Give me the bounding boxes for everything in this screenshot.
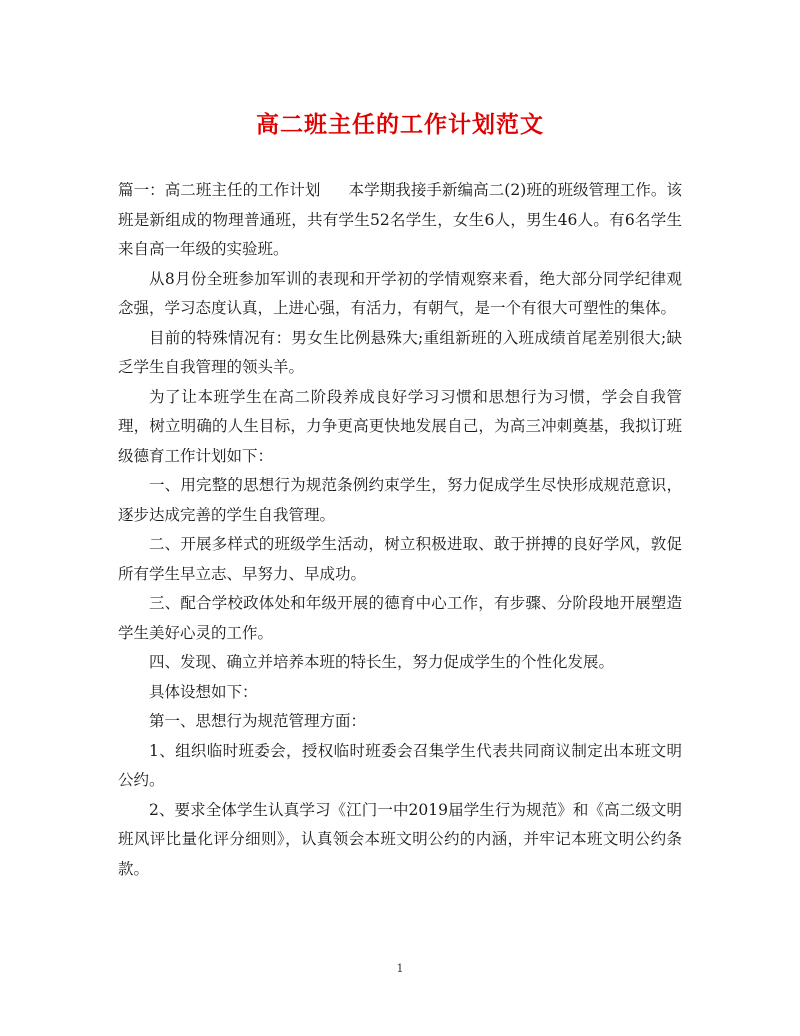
document-title: 高二班主任的工作计划范文 [256,111,544,138]
paragraph: 目前的特殊情况有：男女生比例悬殊大;重组新班的入班成绩首尾差别很大;缺乏学生自我管理的领头羊。 [118,328,682,376]
section-label: 篇一：高二班主任的工作计划 [118,181,321,199]
page-number: 1 [396,962,404,975]
paragraph: 为了让本班学生在高二阶段养成良好学习习惯和思想行为习惯，学会自我管理，树立明确的人生目标，力争更高更快地发展自己，为高三冲刺奠基，我拟订班级德育工作计划如下： [118,387,682,465]
paragraph: 第一、思想行为规范管理方面： [149,712,367,730]
paragraph: 2、要求全体学生认真学习《江门一中2019届学生行为规范》和《高二级文明班风评比量化评分细则》，认真领会本班文明公约的内涵，并牢记本班文明公约条款。 [118,800,682,878]
paragraph: 二、开展多样式的班级学生活动，树立积极进取、敢于拼搏的良好学风，敦促所有学生早立志、早努力、早成功。 [118,535,682,583]
paragraph-1-text: 本学期我接手新编高二(2)班的班级管理工作。该班是新组成的物理普通班，共有学生52名学生，女生6人，男生46人。有6名学生来自高一年级的实验班。 [118,181,682,258]
paragraph: 一、用完整的思想行为规范条例约束学生，努力促成学生尽快形成规范意识，逐步达成完善的学生自我管理。 [118,476,682,524]
paragraph: 1、组织临时班委会，授权临时班委会召集学生代表共同商议制定出本班文明公约。 [118,741,682,789]
paragraph: 三、配合学校政体处和年级开展的德育中心工作，有步骤、分阶段地开展塑造学生美好心灵的工作。 [118,594,682,642]
paragraph: 从8月份全班参加军训的表现和开学初的学情观察来看，绝大部分同学纪律观念强，学习态度认真，上进心强，有活力，有朝气，是一个有很大可塑性的集体。 [118,269,682,317]
paragraph-1 [118,176,682,265]
paragraph: 四、发现、确立并培养本班的特长生，努力促成学生的个性化发展。 [149,653,615,671]
document-body [118,176,682,884]
paragraph: 具体设想如下： [149,682,258,701]
